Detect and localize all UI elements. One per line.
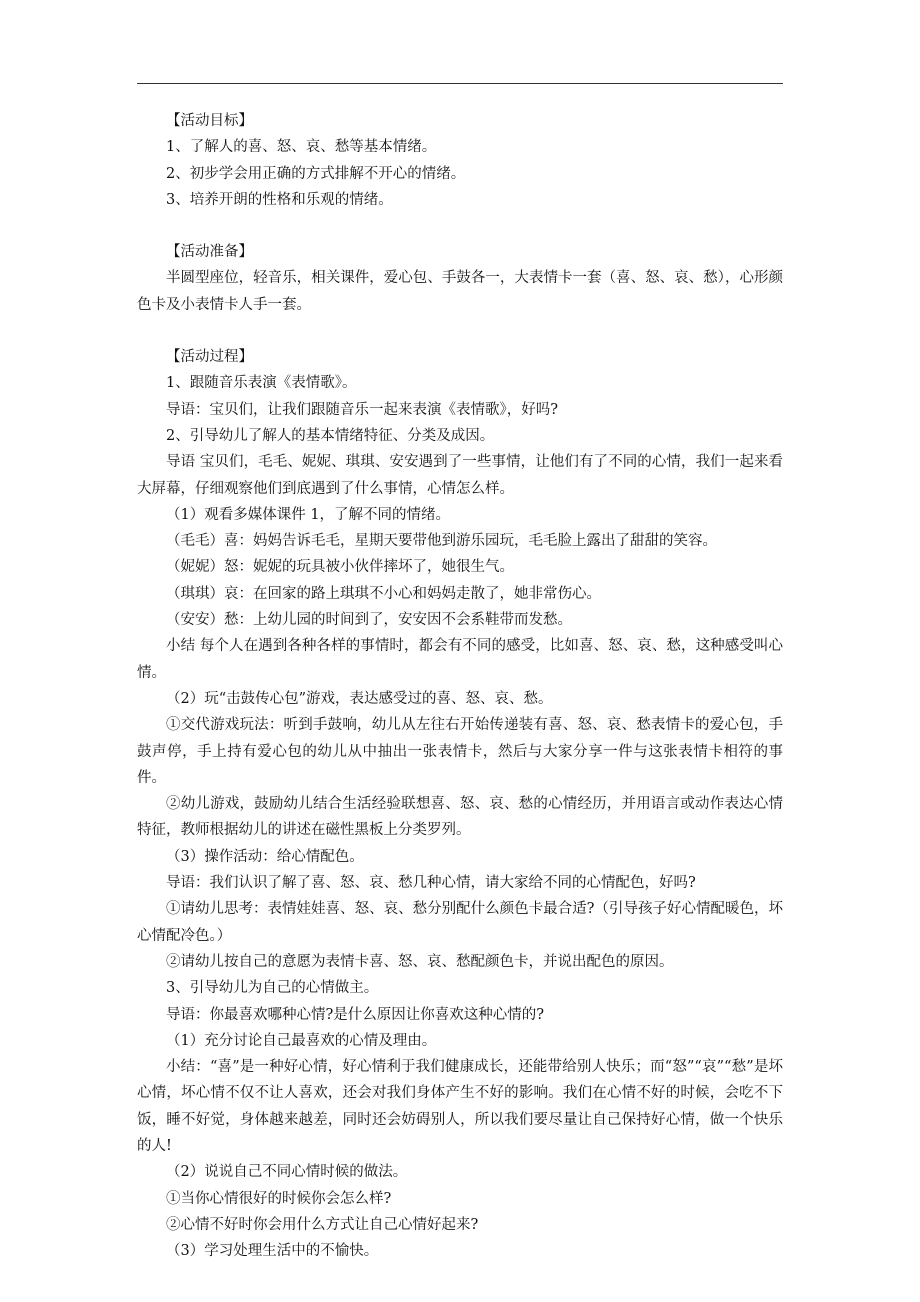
process-paragraph: 导语：我们认识了解了喜、怒、哀、愁几种心情，请大家给不同的心情配色，好吗?	[166, 875, 696, 892]
process-paragraph: （琪琪）哀：在回家的路上琪琪不小心和妈妈走散了，她非常伤心。	[166, 585, 601, 602]
document-body	[137, 108, 783, 1264]
process-paragraph: （1）观看多媒体课件 1，了解不同的情绪。	[166, 506, 451, 523]
preparation-text: 半圆型座位，轻音乐，相关课件，爱心包、手鼓各一，大表情卡一套（喜、怒、哀、愁），心形颜色卡及小表情卡人手一套。	[137, 270, 783, 313]
process-paragraph: （3）学习处理生活中的不愉快。	[166, 1243, 379, 1260]
goal-item: 1、了解人的喜、怒、哀、愁等基本情绪。	[166, 139, 437, 156]
process-paragraph: 导语：你最喜欢哪种心情?是什么原因让你喜欢这种心情的?	[166, 1006, 545, 1023]
process-paragraph: 导语 宝贝们，毛毛、妮妮、琪琪、安安遇到了一些事情，让他们有了不同的心情，我们一起来看大屏幕，仔细观察他们到底遇到了什么事情，心情怎么样。	[137, 454, 783, 497]
goal-item: 3、培养开朗的性格和乐观的情绪。	[166, 191, 393, 208]
process-heading: 【活动过程】	[166, 349, 253, 366]
process-paragraph: ①交代游戏玩法：听到手鼓响，幼儿从左往右开始传递装有喜、怒、哀、愁表情卡的爱心包，手鼓声停，手上持有爱心包的幼儿从中抽出一张表情卡，然后与大家分享一件与这张表情卡相符的事件。	[137, 717, 783, 786]
preparation-heading: 【活动准备】	[166, 244, 253, 261]
process-paragraph: （安安）愁：上幼儿园的时间到了，安安因不会系鞋带而发愁。	[166, 612, 572, 629]
process-paragraph: ②心情不好时你会用什么方式让自己心情好起来?	[166, 1216, 479, 1233]
process-paragraph: （3）操作活动：给心情配色。	[166, 848, 364, 865]
section-gap	[137, 318, 783, 344]
process-paragraph: 小结 每个人在遇到各种各样的事情时，都会有不同的感受，比如喜、怒、哀、愁，这种感受叫心情。	[137, 638, 783, 681]
section-gap	[137, 213, 783, 239]
process-paragraph: ②幼儿游戏，鼓励幼儿结合生活经验联想喜、怒、哀、愁的心情经历，并用语言或动作表达心情特征，教师根据幼儿的讲述在磁性黑板上分类罗列。	[137, 796, 783, 839]
process-paragraph: ①当你心情很好的时候你会怎么样?	[166, 1190, 392, 1207]
process-paragraph: （1）充分讨论自己最喜欢的心情及理由。	[166, 1032, 437, 1049]
process-paragraph: 3、引导幼儿为自己的心情做主。	[166, 980, 379, 997]
process-paragraph: 导语：宝贝们，让我们跟随音乐一起来表演《表情歌》，好吗?	[166, 401, 559, 418]
goal-item: 2、初步学会用正确的方式排解不开心的情绪。	[166, 165, 466, 182]
process-paragraph: 1、跟随音乐表演《表情歌》。	[166, 375, 357, 392]
process-paragraph: （2）玩“击鼓传心包”游戏，表达感受过的喜、怒、哀、愁。	[166, 690, 553, 707]
header-rule	[137, 83, 783, 84]
process-paragraph: 2、引导幼儿了解人的基本情绪特征、分类及成因。	[166, 427, 495, 444]
process-paragraph: ①请幼儿思考：表情娃娃喜、怒、哀、愁分别配什么颜色卡最合适?（引导孩子好心情配暖色，坏心情配冷色。）	[137, 901, 783, 944]
goals-heading: 【活动目标】	[166, 113, 253, 129]
process-paragraph: （2）说说自己不同心情时候的做法。	[166, 1164, 408, 1181]
process-paragraph: （毛毛）喜：妈妈告诉毛毛，星期天要带他到游乐园玩，毛毛脸上露出了甜甜的笑容。	[166, 533, 717, 550]
process-paragraph: （妮妮）怒：妮妮的玩具被小伙伴摔坏了，她很生气。	[166, 559, 514, 576]
process-paragraph: ②请幼儿按自己的意愿为表情卡喜、怒、哀、愁配颜色卡，并说出配色的原因。	[166, 953, 674, 970]
process-paragraph: 小结：“喜”是一种好心情，好心情利于我们健康成长，还能带给别人快乐；而“怒”“哀”“愁”是坏心情，坏心情不仅不让人喜欢，还会对我们身体产生不好的影响。我们在心情不好的时候，会吃不下饭，睡不好觉，身体越来越差，同时还会妨碍别人，所以我们要尽量让自己保持好心情，做一个快乐的人!	[137, 1059, 783, 1154]
